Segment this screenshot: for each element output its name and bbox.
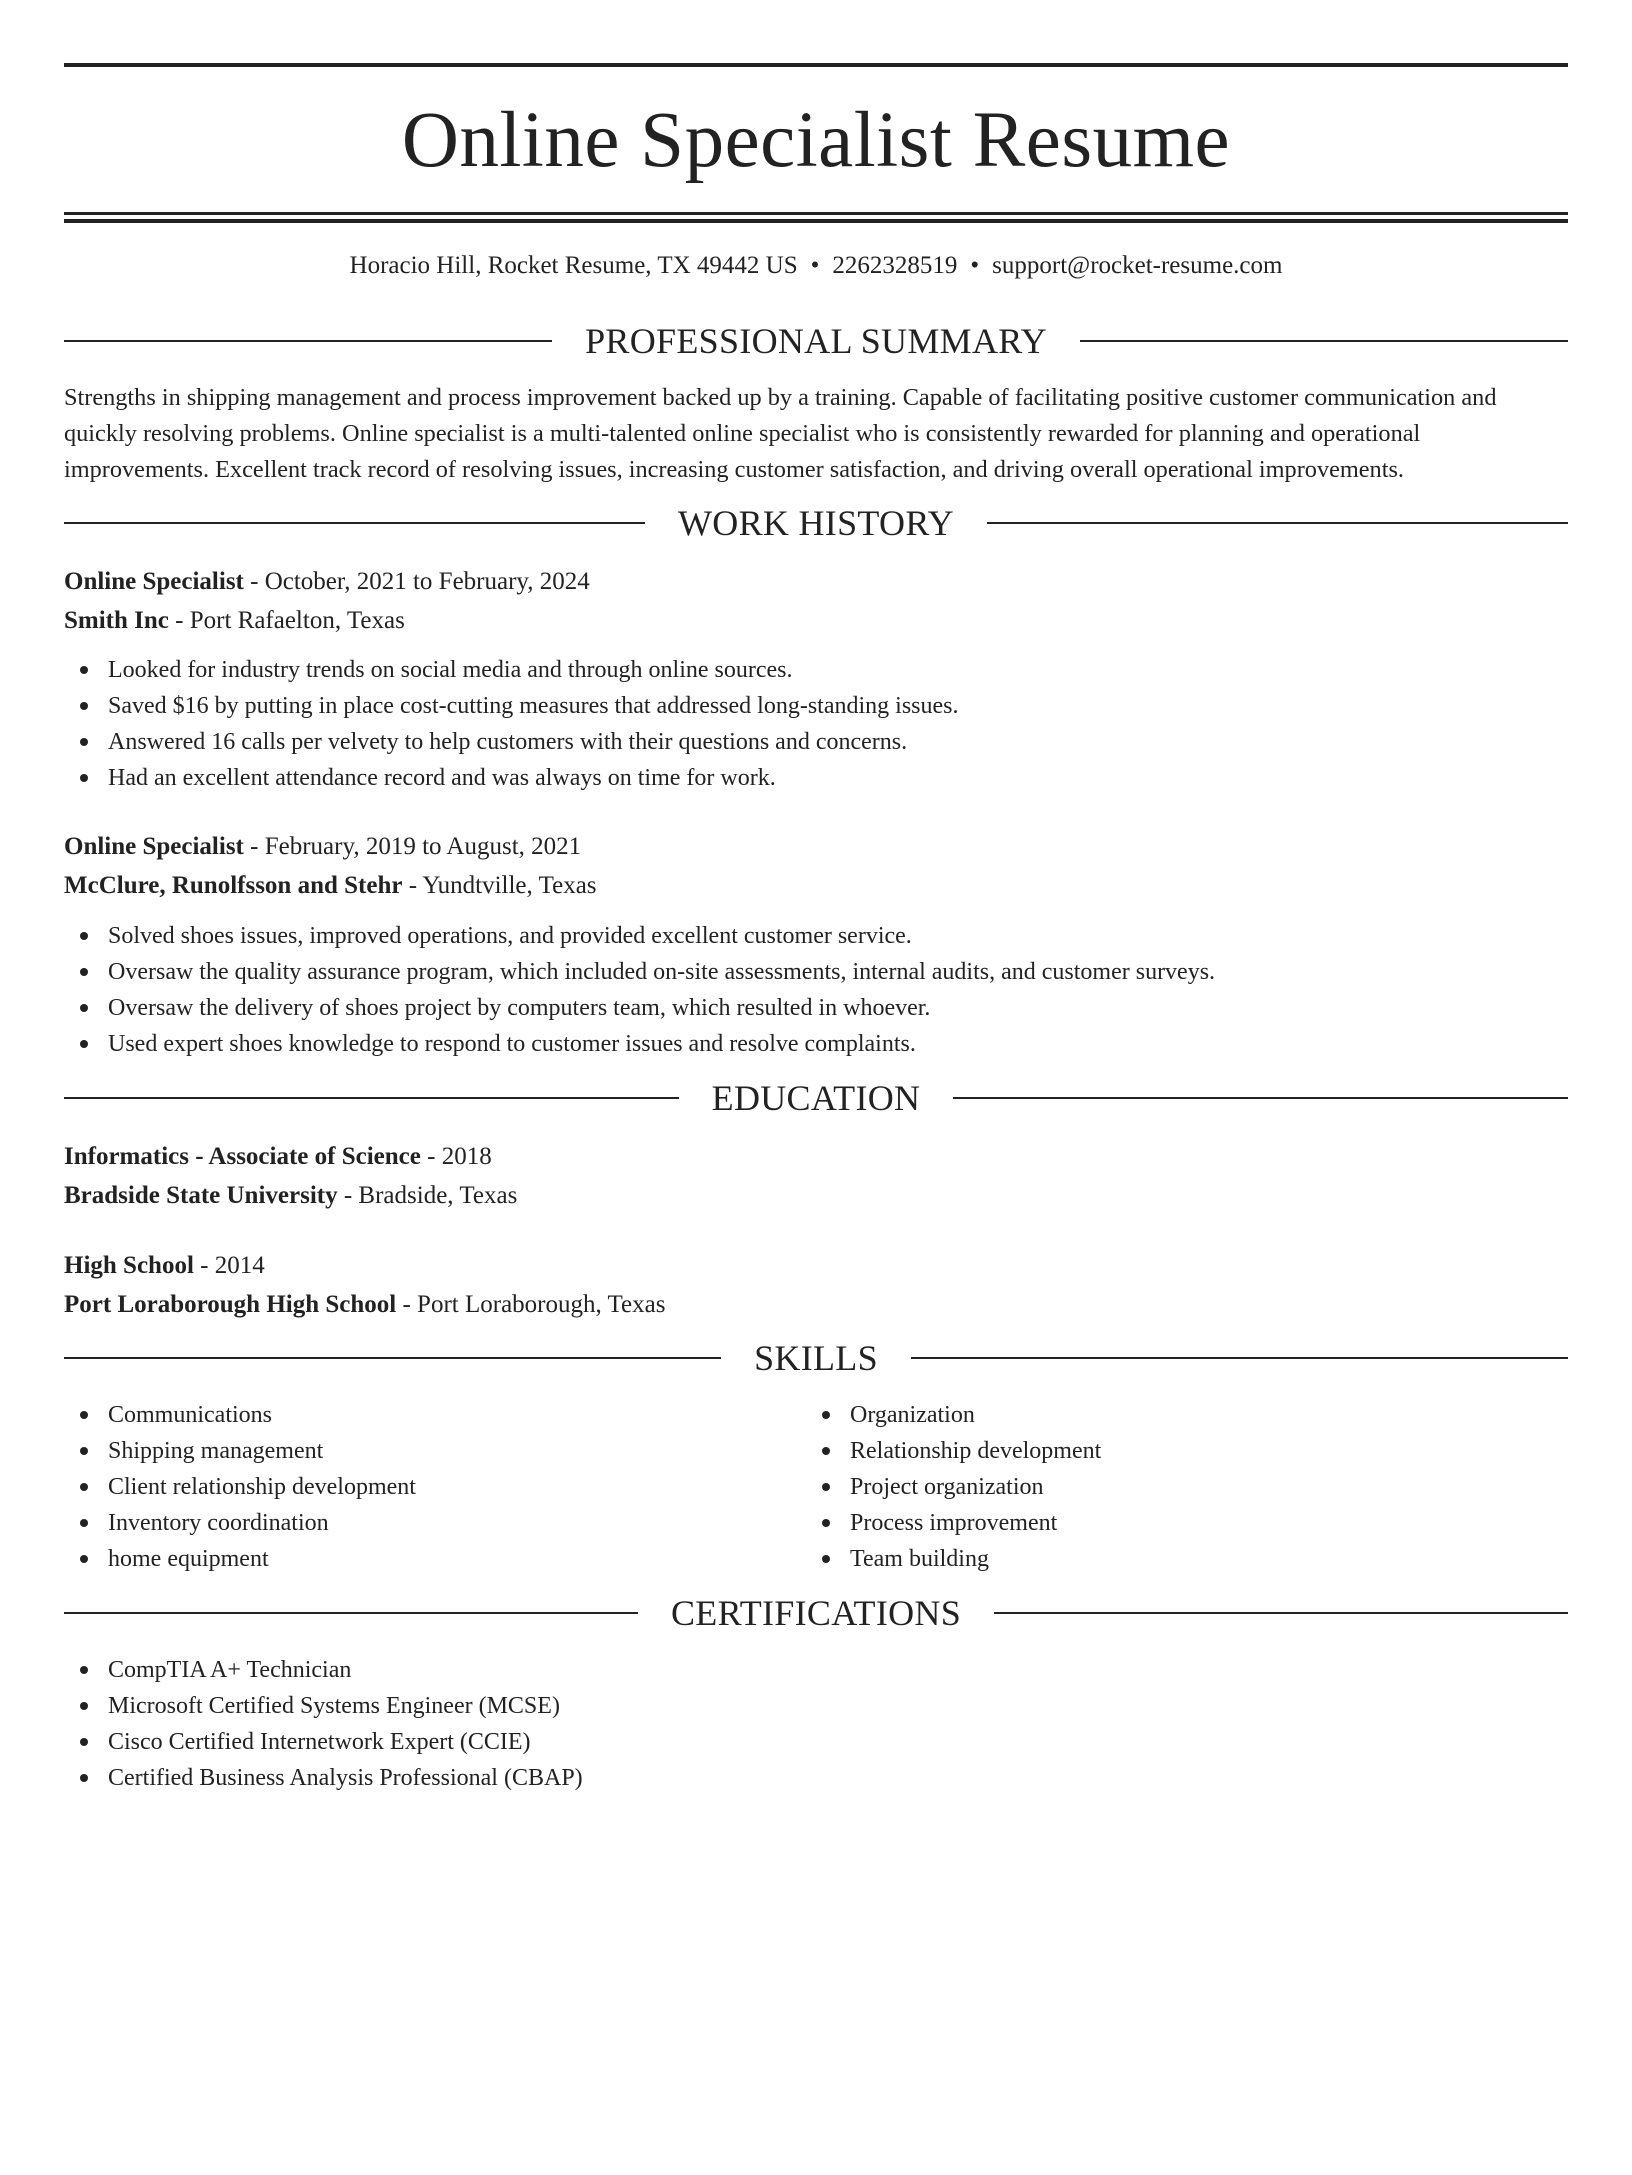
list-item [64, 1688, 1568, 1724]
contact-separator: • [970, 252, 980, 279]
bullet-dot [80, 1447, 88, 1455]
skill-text: Project organization [850, 1474, 1044, 1500]
education-school: Bradside State University [64, 1182, 338, 1209]
work-section-header [64, 501, 1568, 545]
list-item [64, 954, 1568, 990]
list-item [64, 1760, 1568, 1796]
bullet-dot [80, 774, 88, 782]
summary-heading: PROFESSIONAL SUMMARY [585, 321, 1047, 361]
education-degree-line [64, 1137, 1568, 1176]
education-year: - 2014 [193, 1252, 265, 1279]
list-item [64, 1505, 806, 1541]
certification-text: Cisco Certified Internetwork Expert (CCIE) [108, 1729, 531, 1755]
contact-separator: • [810, 252, 820, 279]
job-entry [64, 827, 1568, 1062]
section-rule [64, 1357, 721, 1359]
job-title-line [64, 562, 1568, 601]
list-item [806, 1541, 1548, 1577]
job-company: McClure, Runolfsson and Stehr [64, 872, 403, 899]
list-item [64, 1397, 806, 1433]
education-school-line [64, 1176, 1568, 1215]
education-entry [64, 1246, 1568, 1324]
skill-text: Client relationship development [108, 1474, 416, 1500]
education-section-header [64, 1076, 1568, 1120]
list-item [64, 1433, 806, 1469]
education-year: - 2018 [420, 1143, 492, 1170]
bullet-dot [80, 1702, 88, 1710]
section-rule [64, 522, 645, 524]
certification-text: Certified Business Analysis Professional (CBAP) [108, 1765, 583, 1791]
job-bullet-list [64, 652, 1568, 796]
job-title: Online Specialist [64, 568, 244, 595]
certification-text: CompTIA A+ Technician [108, 1657, 352, 1683]
education-school: Port Loraborough High School [64, 1291, 397, 1318]
skills-heading: SKILLS [754, 1338, 878, 1378]
list-item [64, 652, 1568, 688]
list-item [64, 1469, 806, 1505]
list-item [64, 1724, 1568, 1760]
list-item [64, 688, 1568, 724]
bullet-text: Had an excellent attendance record and was always on time for work. [108, 765, 776, 791]
section-rule [911, 1357, 1568, 1359]
certifications-list [64, 1652, 1568, 1796]
section-rule [994, 1612, 1568, 1614]
section-rule [953, 1097, 1568, 1099]
job-title: Online Specialist [64, 833, 244, 860]
list-item [806, 1397, 1548, 1433]
section-rule [64, 1612, 638, 1614]
skill-text: Inventory coordination [108, 1510, 329, 1536]
bullet-dot [822, 1411, 830, 1419]
resume-page [0, 63, 1632, 2175]
list-item [64, 1652, 1568, 1688]
contact-email: support@rocket-resume.com [992, 252, 1283, 279]
job-location: - Port Rafaelton, Texas [168, 607, 405, 634]
skill-text: Team building [850, 1546, 989, 1572]
bullet-dot [80, 666, 88, 674]
skills-list-left [64, 1397, 806, 1577]
bullet-dot [822, 1555, 830, 1563]
bullet-dot [822, 1447, 830, 1455]
summary-text: Strengths in shipping management and process improvement backed up by a training. Capable of facilitating positive customer communication and quickly resolving problems. Online specialist is a multi-talented online specialist who is consistently rewarded for planning and operational improvements. Excellent track record of resolving issues, increasing customer satisfaction, and driving overall operational improvements. [64, 384, 1497, 483]
job-company: Smith Inc [64, 607, 169, 634]
bullet-dot [80, 1738, 88, 1746]
skills-list-right [806, 1397, 1548, 1577]
bullet-dot [822, 1519, 830, 1527]
section-rule [987, 522, 1568, 524]
education-entry [64, 1137, 1568, 1215]
bullet-dot [80, 1774, 88, 1782]
list-item [806, 1505, 1548, 1541]
education-school-line [64, 1285, 1568, 1324]
bullet-text: Saved $16 by putting in place cost-cutting measures that addressed long-standing issues. [108, 693, 959, 719]
list-item [64, 760, 1568, 796]
job-company-line [64, 601, 1568, 640]
education-degree: High School [64, 1252, 194, 1279]
education-degree: Informatics - Associate of Science [64, 1143, 421, 1170]
skill-text: Process improvement [850, 1510, 1058, 1536]
education-location: - Port Loraborough, Texas [396, 1291, 666, 1318]
top-rule [64, 63, 1568, 67]
bullet-dot [80, 932, 88, 940]
list-item [64, 1026, 1568, 1062]
certification-text: Microsoft Certified Systems Engineer (MCSE) [108, 1693, 560, 1719]
bullet-dot [80, 1411, 88, 1419]
bullet-text: Solved shoes issues, improved operations, and provided excellent customer service. [108, 923, 912, 949]
bullet-dot [80, 738, 88, 746]
skill-text: Relationship development [850, 1438, 1102, 1464]
job-location: - Yundtville, Texas [402, 872, 597, 899]
skills-section-header [64, 1336, 1568, 1380]
job-bullet-list [64, 918, 1568, 1062]
skill-text: Communications [108, 1402, 272, 1428]
list-item [64, 990, 1568, 1026]
bullet-dot [80, 1040, 88, 1048]
list-item [806, 1469, 1548, 1505]
job-title-line [64, 827, 1568, 866]
skills-grid [64, 1397, 1568, 1577]
title-double-rule [64, 212, 1568, 223]
education-location: - Bradside, Texas [337, 1182, 518, 1209]
bullet-dot [822, 1483, 830, 1491]
bullet-dot [80, 702, 88, 710]
education-degree-line [64, 1246, 1568, 1285]
section-rule [64, 1097, 679, 1099]
skill-text: Organization [850, 1402, 975, 1428]
bullet-text: Oversaw the delivery of shoes project by computers team, which resulted in whoever. [108, 995, 931, 1021]
job-entry [64, 562, 1568, 796]
contact-address: Horacio Hill, Rocket Resume, TX 49442 US [349, 252, 798, 279]
bullet-text: Answered 16 calls per velvety to help customers with their questions and concerns. [108, 729, 908, 755]
bullet-text: Oversaw the quality assurance program, which included on-site assessments, internal audits, and customer surveys. [108, 959, 1216, 985]
section-rule [1080, 340, 1568, 342]
page-title: Online Specialist Resume [401, 97, 1231, 184]
summary-section-header [64, 319, 1568, 363]
list-item [64, 724, 1568, 760]
bullet-dot [80, 968, 88, 976]
education-heading: EDUCATION [711, 1078, 921, 1118]
skill-text: Shipping management [108, 1438, 324, 1464]
contact-phone: 2262328519 [832, 252, 958, 279]
list-item [64, 1541, 806, 1577]
bullet-dot [80, 1004, 88, 1012]
bullet-dot [80, 1519, 88, 1527]
list-item [64, 918, 1568, 954]
job-company-line [64, 866, 1568, 905]
bullet-text: Looked for industry trends on social media and through online sources. [108, 657, 793, 683]
job-dates: - October, 2021 to February, 2024 [243, 568, 590, 595]
bullet-text: Used expert shoes knowledge to respond to customer issues and resolve complaints. [108, 1031, 916, 1057]
skill-text: home equipment [108, 1546, 269, 1572]
bullet-dot [80, 1666, 88, 1674]
certifications-section-header [64, 1591, 1568, 1635]
work-heading: WORK HISTORY [678, 503, 954, 543]
bullet-dot [80, 1483, 88, 1491]
list-item [806, 1433, 1548, 1469]
bullet-dot [80, 1555, 88, 1563]
contact-line [64, 250, 1568, 282]
section-rule [64, 340, 552, 342]
certifications-heading: CERTIFICATIONS [670, 1593, 962, 1633]
job-dates: - February, 2019 to August, 2021 [243, 833, 582, 860]
